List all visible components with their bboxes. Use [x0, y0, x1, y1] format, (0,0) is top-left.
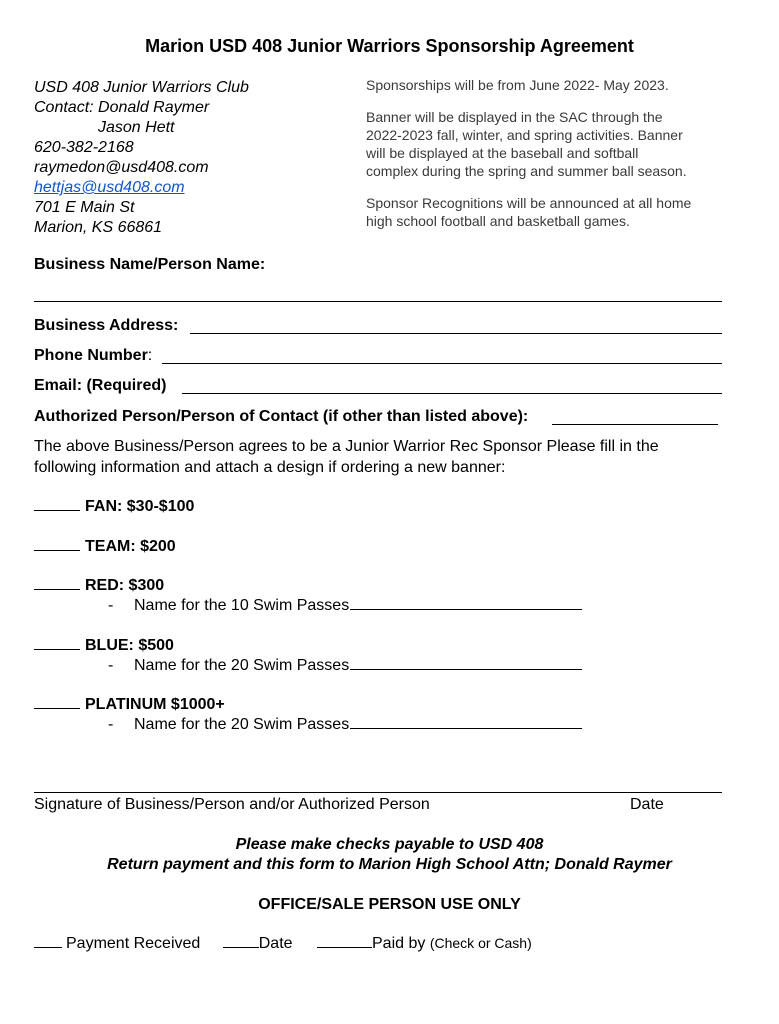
phone-number-label-text: Phone Number [34, 347, 148, 364]
business-name-field[interactable] [34, 301, 722, 302]
contact-name-2: Jason Hett [98, 119, 175, 136]
contact-address-2: Marion, KS 66861 [34, 219, 163, 236]
info-recognition [366, 194, 691, 230]
sponsorship-info [366, 76, 691, 244]
info-banner-line: 2022-2023 fall, winter, and spring activities. Banner [366, 127, 683, 143]
club-name: USD 408 Junior Warriors Club [34, 79, 249, 96]
contact-email-link[interactable]: hettjas@usd408.com [34, 179, 185, 196]
tier-team-price: : $200 [130, 538, 176, 555]
signature-field[interactable] [34, 792, 722, 793]
tier-platinum[interactable] [34, 696, 225, 714]
bullet-dash: - [108, 657, 114, 674]
swim-passes-label: Name for the 20 Swim Passes [134, 716, 350, 733]
office-date-checkline[interactable] [223, 947, 259, 948]
payment-received-label: Payment Received [66, 935, 201, 952]
signature-label: Signature of Business/Person and/or Authorized Person [34, 796, 430, 813]
tier-blue-name: BLUE: [85, 637, 134, 654]
payment-received-checkline[interactable] [34, 947, 62, 948]
swim-passes-label: Name for the 10 Swim Passes [134, 597, 350, 614]
payment-instructions-1: Please make checks payable to USD 408 [235, 836, 544, 853]
tier-fan-checkline[interactable] [34, 510, 80, 511]
tier-fan-price: $30-$100 [122, 498, 195, 515]
tier-blue-price: $500 [133, 637, 174, 654]
tier-team[interactable] [34, 538, 176, 556]
bullet-dash: - [108, 716, 114, 733]
office-use-row [34, 935, 532, 953]
info-recognition-line: Sponsor Recognitions will be announced at all home [366, 195, 692, 211]
phone-number-colon: : [147, 347, 153, 364]
info-dates: Sponsorships will be from June 2022- May 2023. [366, 77, 669, 93]
paid-by-label: Paid by [372, 935, 426, 952]
tier-blue-swim-passes[interactable] [108, 657, 582, 675]
business-name-label: Business Name/Person Name: [34, 256, 266, 273]
phone-number-label [34, 347, 152, 365]
tier-platinum-checkline[interactable] [34, 708, 80, 709]
authorized-person-label: Authorized Person/Person of Contact (if other than listed above): [34, 408, 529, 425]
office-use-heading: OFFICE/SALE PERSON USE ONLY [258, 896, 521, 913]
office-date-label: Date [258, 935, 293, 952]
tier-red-price: : $300 [118, 577, 165, 594]
info-banner-line: complex during the spring and summer ball season. [366, 163, 687, 179]
swim-passes-field[interactable] [350, 669, 582, 670]
contact-name-1: Contact: Donald Raymer [34, 99, 210, 116]
business-address-label: Business Address: [34, 317, 179, 334]
agreement-line: following information and attach a design if ordering a new banner: [34, 459, 506, 476]
swim-passes-field[interactable] [350, 728, 582, 729]
tier-team-name: TEAM [85, 538, 131, 555]
tier-blue[interactable] [34, 637, 174, 655]
tier-red[interactable] [34, 577, 164, 595]
info-banner-line: will be displayed at the baseball and softball [366, 145, 639, 161]
contact-block [34, 78, 249, 238]
paid-by-checkline[interactable] [317, 947, 372, 948]
tier-fan-name: FAN: [85, 498, 123, 515]
contact-address-1: 701 E Main St [34, 199, 135, 216]
contact-email-1: raymedon@usd408.com [34, 159, 209, 176]
tier-team-checkline[interactable] [34, 550, 80, 551]
signature-date-label: Date [630, 796, 664, 813]
tier-red-name: RED [85, 577, 119, 594]
paid-by-note: (Check or Cash) [429, 935, 532, 951]
tier-blue-checkline[interactable] [34, 649, 80, 650]
email-field[interactable] [182, 393, 722, 394]
agreement-line: The above Business/Person agrees to be a Junior Warrior Rec Sponsor Please fill in the [34, 438, 659, 455]
contact-phone: 620-382-2168 [34, 139, 134, 156]
tier-fan[interactable] [34, 498, 194, 516]
tier-red-swim-passes[interactable] [108, 597, 582, 615]
tier-platinum-name: PLATINUM $1000+ [85, 696, 225, 713]
tier-red-checkline[interactable] [34, 589, 80, 590]
bullet-dash: - [108, 597, 114, 614]
swim-passes-label: Name for the 20 Swim Passes [134, 657, 350, 674]
agreement-text [34, 436, 659, 478]
info-recognition-line: high school football and basketball games. [366, 213, 630, 229]
info-banner [366, 108, 691, 180]
authorized-person-field[interactable] [552, 424, 718, 425]
payment-instructions-2: Return payment and this form to Marion High School Attn; Donald Raymer [107, 856, 672, 873]
phone-number-field[interactable] [162, 363, 722, 364]
swim-passes-field[interactable] [350, 609, 582, 610]
tier-platinum-swim-passes[interactable] [108, 716, 582, 734]
document-title: Marion USD 408 Junior Warriors Sponsorship Agreement [145, 36, 634, 56]
info-banner-line: Banner will be displayed in the SAC through the [366, 109, 663, 125]
email-label: Email: (Required) [34, 377, 167, 394]
business-address-field[interactable] [190, 333, 722, 334]
